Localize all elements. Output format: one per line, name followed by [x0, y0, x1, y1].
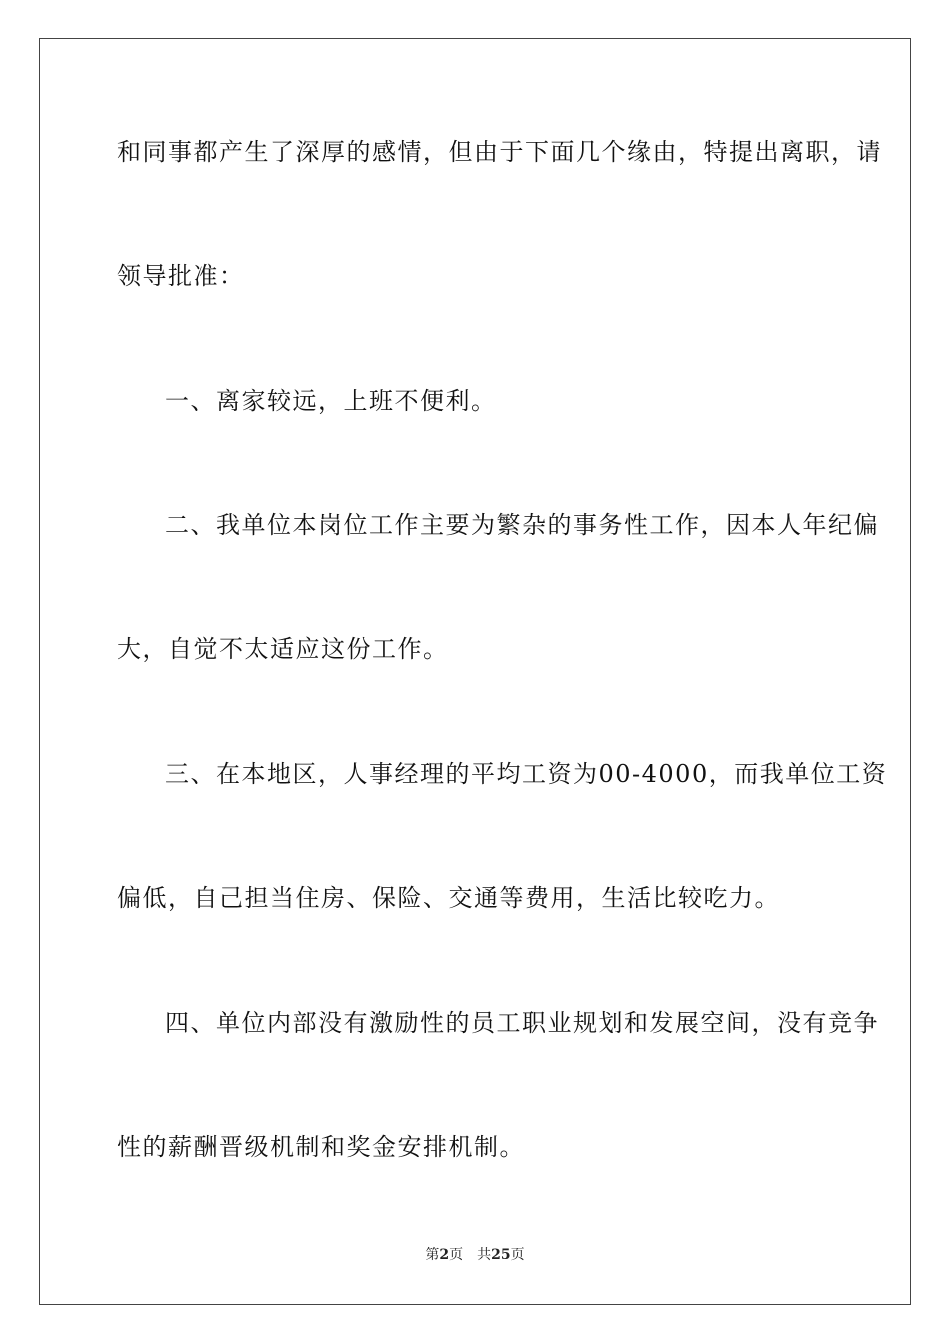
page-number-label: 第2页	[425, 1247, 464, 1263]
body-line-2: 领导批准：	[117, 262, 245, 290]
paragraph-4-line-1: 四、单位内部没有激励性的员工职业规划和发展空间，没有竞争	[165, 1009, 879, 1037]
paragraph-3-line-2: 偏低，自己担当住房、保险、交通等费用，生活比较吃力。	[117, 884, 780, 912]
paragraph-3-line-1: 三、在本地区，人事经理的平均工资为00-4000，而我单位工资	[165, 760, 888, 788]
page-border	[39, 38, 911, 1305]
paragraph-2-line-1: 二、我单位本岗位工作主要为繁杂的事务性工作，因本人年纪偏	[165, 511, 879, 539]
body-line-1: 和同事都产生了深厚的感情，但由于下面几个缘由，特提出离职，请	[117, 138, 882, 166]
page-footer	[0, 1246, 950, 1264]
paragraph-1-line-1: 一、离家较远，上班不便利。	[165, 387, 497, 415]
paragraph-2-line-2: 大，自觉不太适应这份工作。	[117, 635, 449, 663]
total-pages-label: 共25页	[477, 1247, 525, 1263]
paragraph-4-line-2: 性的薪酬晋级机制和奖金安排机制。	[117, 1133, 525, 1161]
